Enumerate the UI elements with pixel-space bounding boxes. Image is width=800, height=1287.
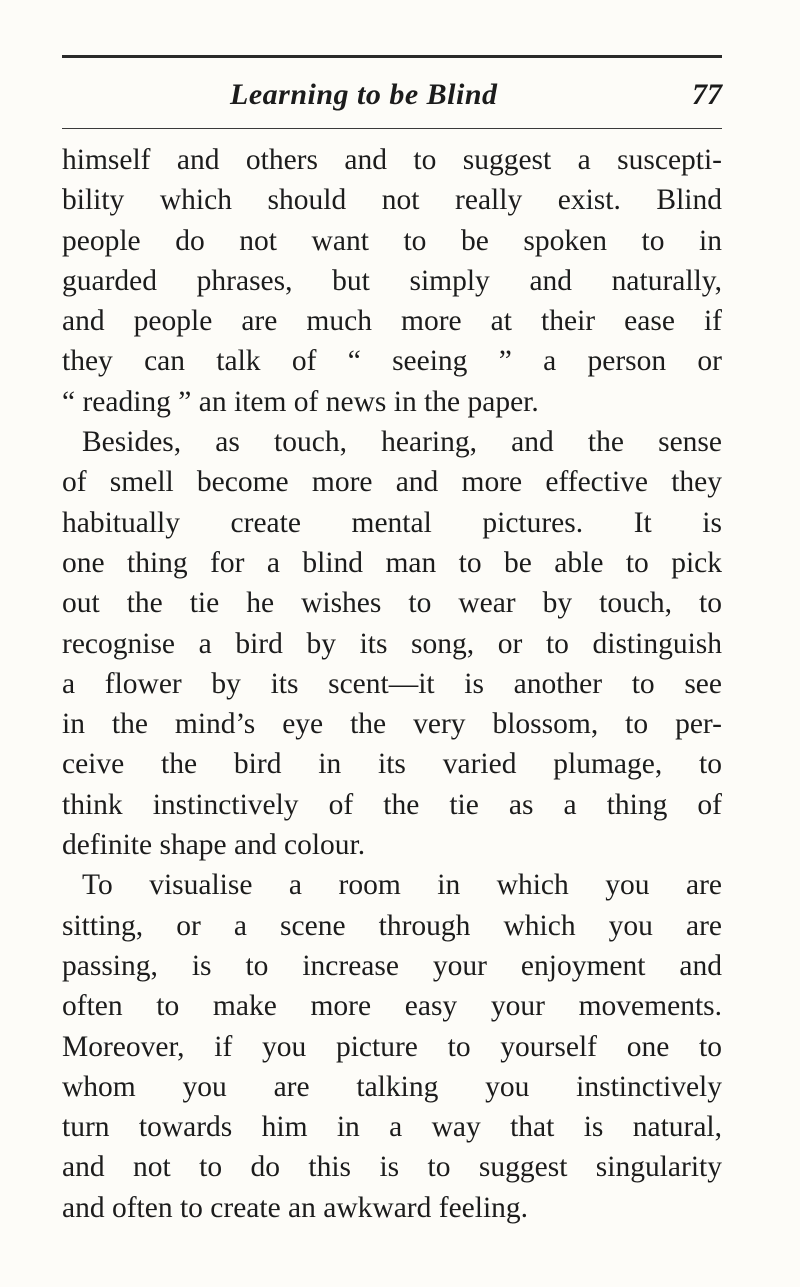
- text-line: habitually create mental pictures. It is: [62, 506, 722, 539]
- text-line: sitting, or a scene through which you are: [62, 909, 722, 942]
- text-line: one thing for a blind man to be able to pick: [62, 546, 722, 579]
- running-title: Learning to be Blind: [230, 78, 498, 111]
- text-line: and often to create an awkward feeling.: [62, 1191, 529, 1224]
- text-line: Moreover, if you picture to yourself one to: [62, 1030, 722, 1063]
- top-rule: [62, 55, 722, 58]
- text-line: in the mind’s eye the very blossom, to per-: [62, 708, 722, 741]
- text-line: turn towards him in a way that is natural,: [62, 1111, 722, 1144]
- text-line: passing, is to increase your enjoyment and: [62, 949, 722, 982]
- header-rule: [62, 128, 722, 129]
- text-line: definite shape and colour.: [62, 829, 366, 862]
- text-line: and not to do this is to suggest singularity: [62, 1151, 722, 1184]
- text-line: think instinctively of the tie as a thing of: [62, 788, 722, 821]
- text-line: guarded phrases, but simply and naturally,: [62, 264, 722, 297]
- text-line: ceive the bird in its varied plumage, to: [62, 748, 722, 781]
- page-number: 77: [692, 78, 722, 111]
- text-line: himself and others and to suggest a suscepti-: [62, 144, 722, 176]
- text-line: of smell become more and more effective they: [62, 466, 722, 499]
- text-line: and people are much more at their ease if: [62, 305, 722, 338]
- text-line: recognise a bird by its song, or to distinguish: [62, 627, 722, 660]
- text-line: people do not want to be spoken to in: [62, 224, 722, 257]
- text-line: Besides, as touch, hearing, and the sense: [82, 426, 722, 459]
- text-line: bility which should not really exist. Blind: [62, 184, 722, 217]
- text-line: out the tie he wishes to wear by touch, to: [62, 587, 722, 620]
- text-line: often to make more easy your movements.: [62, 990, 722, 1023]
- text-line: a flower by its scent—it is another to see: [62, 667, 722, 700]
- text-line: “ reading ” an item of news in the paper.: [62, 385, 539, 418]
- text-line: whom you are talking you instinctively: [62, 1070, 722, 1103]
- running-head: [62, 78, 722, 118]
- text-line: To visualise a room in which you are: [82, 869, 722, 902]
- body-text: [62, 140, 722, 1228]
- text-line: they can talk of “ seeing ” a person or: [62, 345, 722, 378]
